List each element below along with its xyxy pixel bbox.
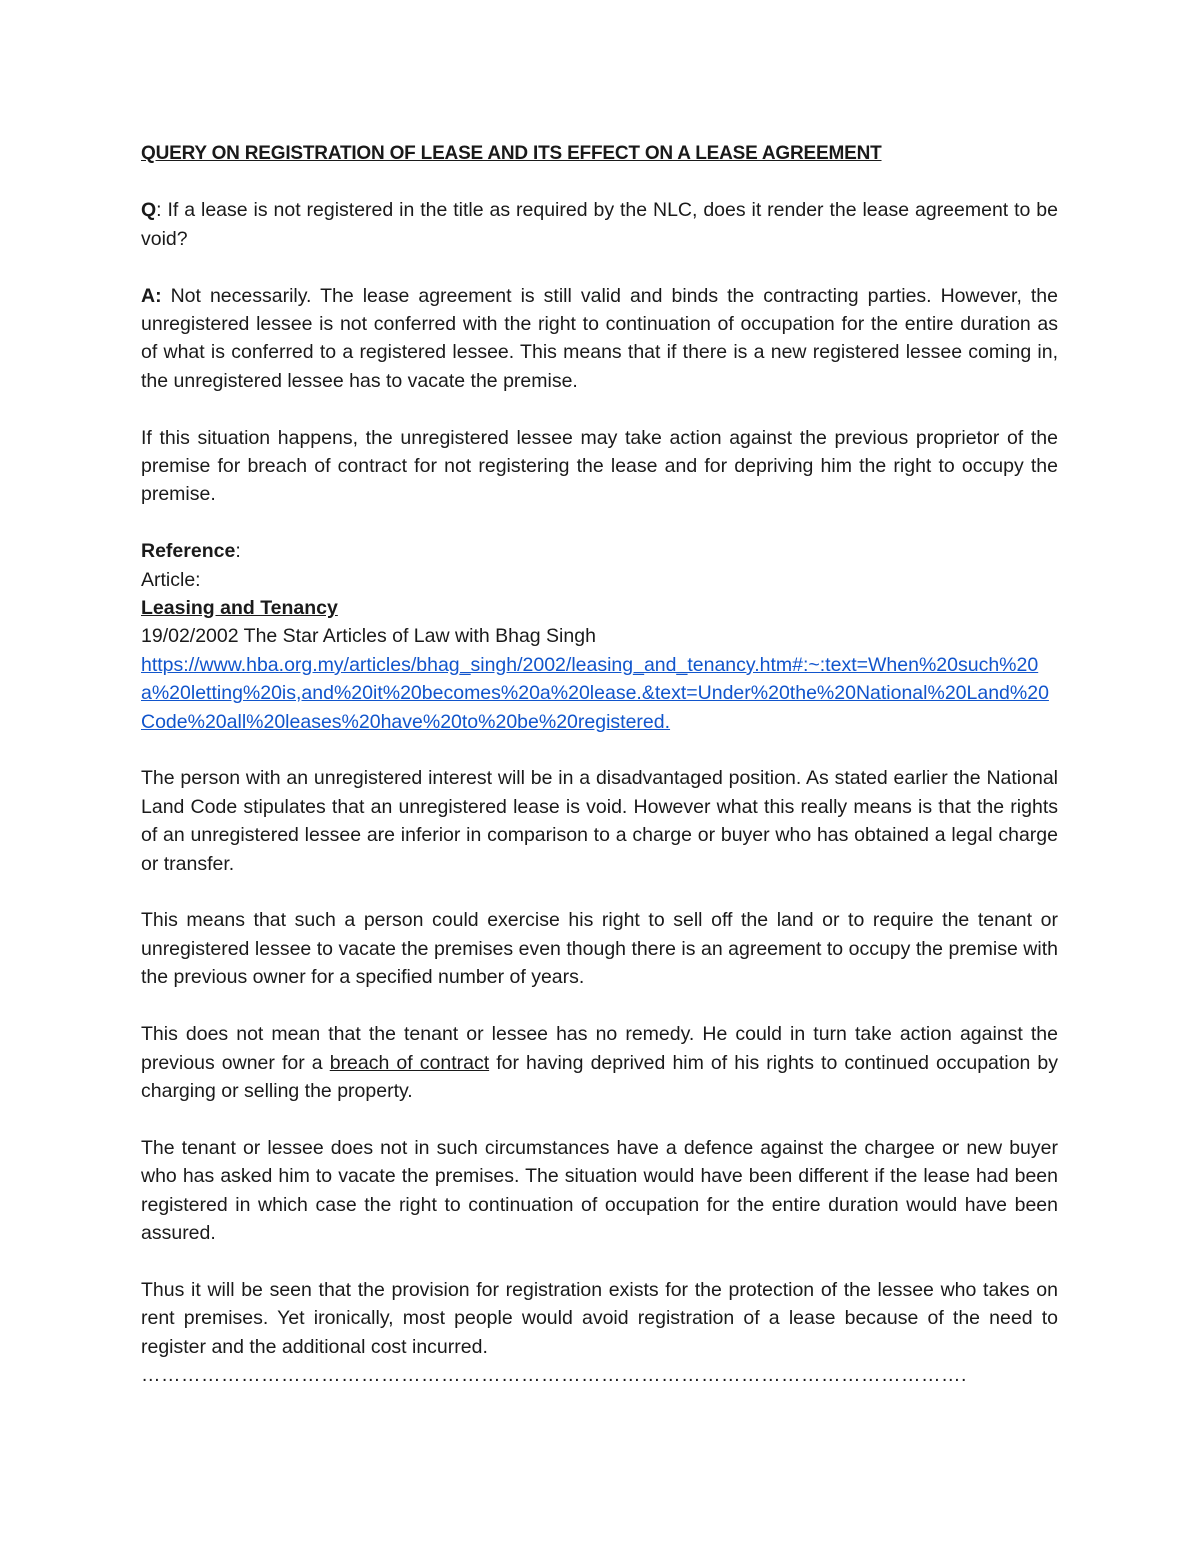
document-page <box>141 140 1058 1389</box>
body-paragraph-3 <box>141 1020 1058 1105</box>
body-paragraph-2: This means that such a person could exercise his right to sell off the land or to require the tenant or unregistered lessee to vacate the premises even though there is an agreement to occupy the premise with the previous owner for a specified number of years. <box>141 909 1058 989</box>
question-paragraph <box>141 196 1058 253</box>
answer-label: A: <box>141 284 162 307</box>
body-paragraph-3-end: for having deprived him of his rights to continued occupation by charging or selling the property. <box>141 1051 1058 1102</box>
breach-of-contract-text: breach of contract <box>329 1051 490 1074</box>
article-byline: 19/02/2002 The Star Articles of Law with Bhag Singh <box>141 625 596 648</box>
reference-block <box>141 537 1058 736</box>
situation-paragraph: If this situation happens, the unregistered lessee may take action against the previous proprietor of the premise for breach of contract for not registering the lease and for depriving him the right to occupy the premise. <box>141 426 1058 506</box>
question-text: : If a lease is not registered in the title as required by the NLC, does it render the lease agreement to be void? <box>141 199 1058 250</box>
page-title: QUERY ON REGISTRATION OF LEASE AND ITS EFFECT ON A LEASE AGREEMENT <box>141 143 882 164</box>
question-label: Q <box>141 199 157 222</box>
reference-colon: : <box>235 540 241 563</box>
body-paragraph-5: Thus it will be seen that the provision for registration exists for the protection of the lessee who takes on rent premises. Yet ironically, most people would avoid registration of a lease because of the need to register and the additional cost incurred. <box>141 1278 1058 1358</box>
reference-label: Reference <box>141 540 236 563</box>
article-title: Leasing and Tenancy <box>141 597 338 620</box>
reference-url-link[interactable]: https://www.hba.org.my/articles/bhag_singh/2002/leasing_and_tenancy.htm#:~:text=When%20such%20a%20letting%20is,and%20it%20becomes%20a%20lease.&text=Under%20the%20National%20Land%20Code%20all%20leases%20have%20to%20be%20registered. <box>141 653 1049 733</box>
body-paragraph-4: The tenant or lessee does not in such circumstances have a defence against the chargee or new buyer who has asked him to vacate the premises. The situation would have been different if the lease had been registered in which case the right to continuation of occupation for the entire duration would have been assured. <box>141 1136 1058 1244</box>
reference-heading <box>141 537 1058 565</box>
body-paragraph-3-start: This does not mean that the tenant or lessee has no remedy. He could in turn take action against the previous owner for a <box>141 1023 1058 1074</box>
body-paragraph-1: The person with an unregistered interest will be in a disadvantaged position. As stated earlier the National Land Code stipulates that an unregistered lease is void. However what this really means is that the rights of an unregistered lessee are inferior in comparison to a charge or buyer who has obtained a legal charge or transfer. <box>141 767 1058 875</box>
end-dotted-line: ……………………………………………………………………………………………………………. <box>141 1363 967 1386</box>
answer-text: Not necessarily. The lease agreement is still valid and binds the contracting parties. However, the unregistered lessee is not conferred with the right to continuation of occupation for the entire duration as of what is conferred to a registered lessee. This means that if there is a new registered lessee coming in, the unregistered lessee has to vacate the premise. <box>141 284 1058 392</box>
answer-paragraph <box>141 282 1058 396</box>
article-label: Article: <box>141 568 201 591</box>
